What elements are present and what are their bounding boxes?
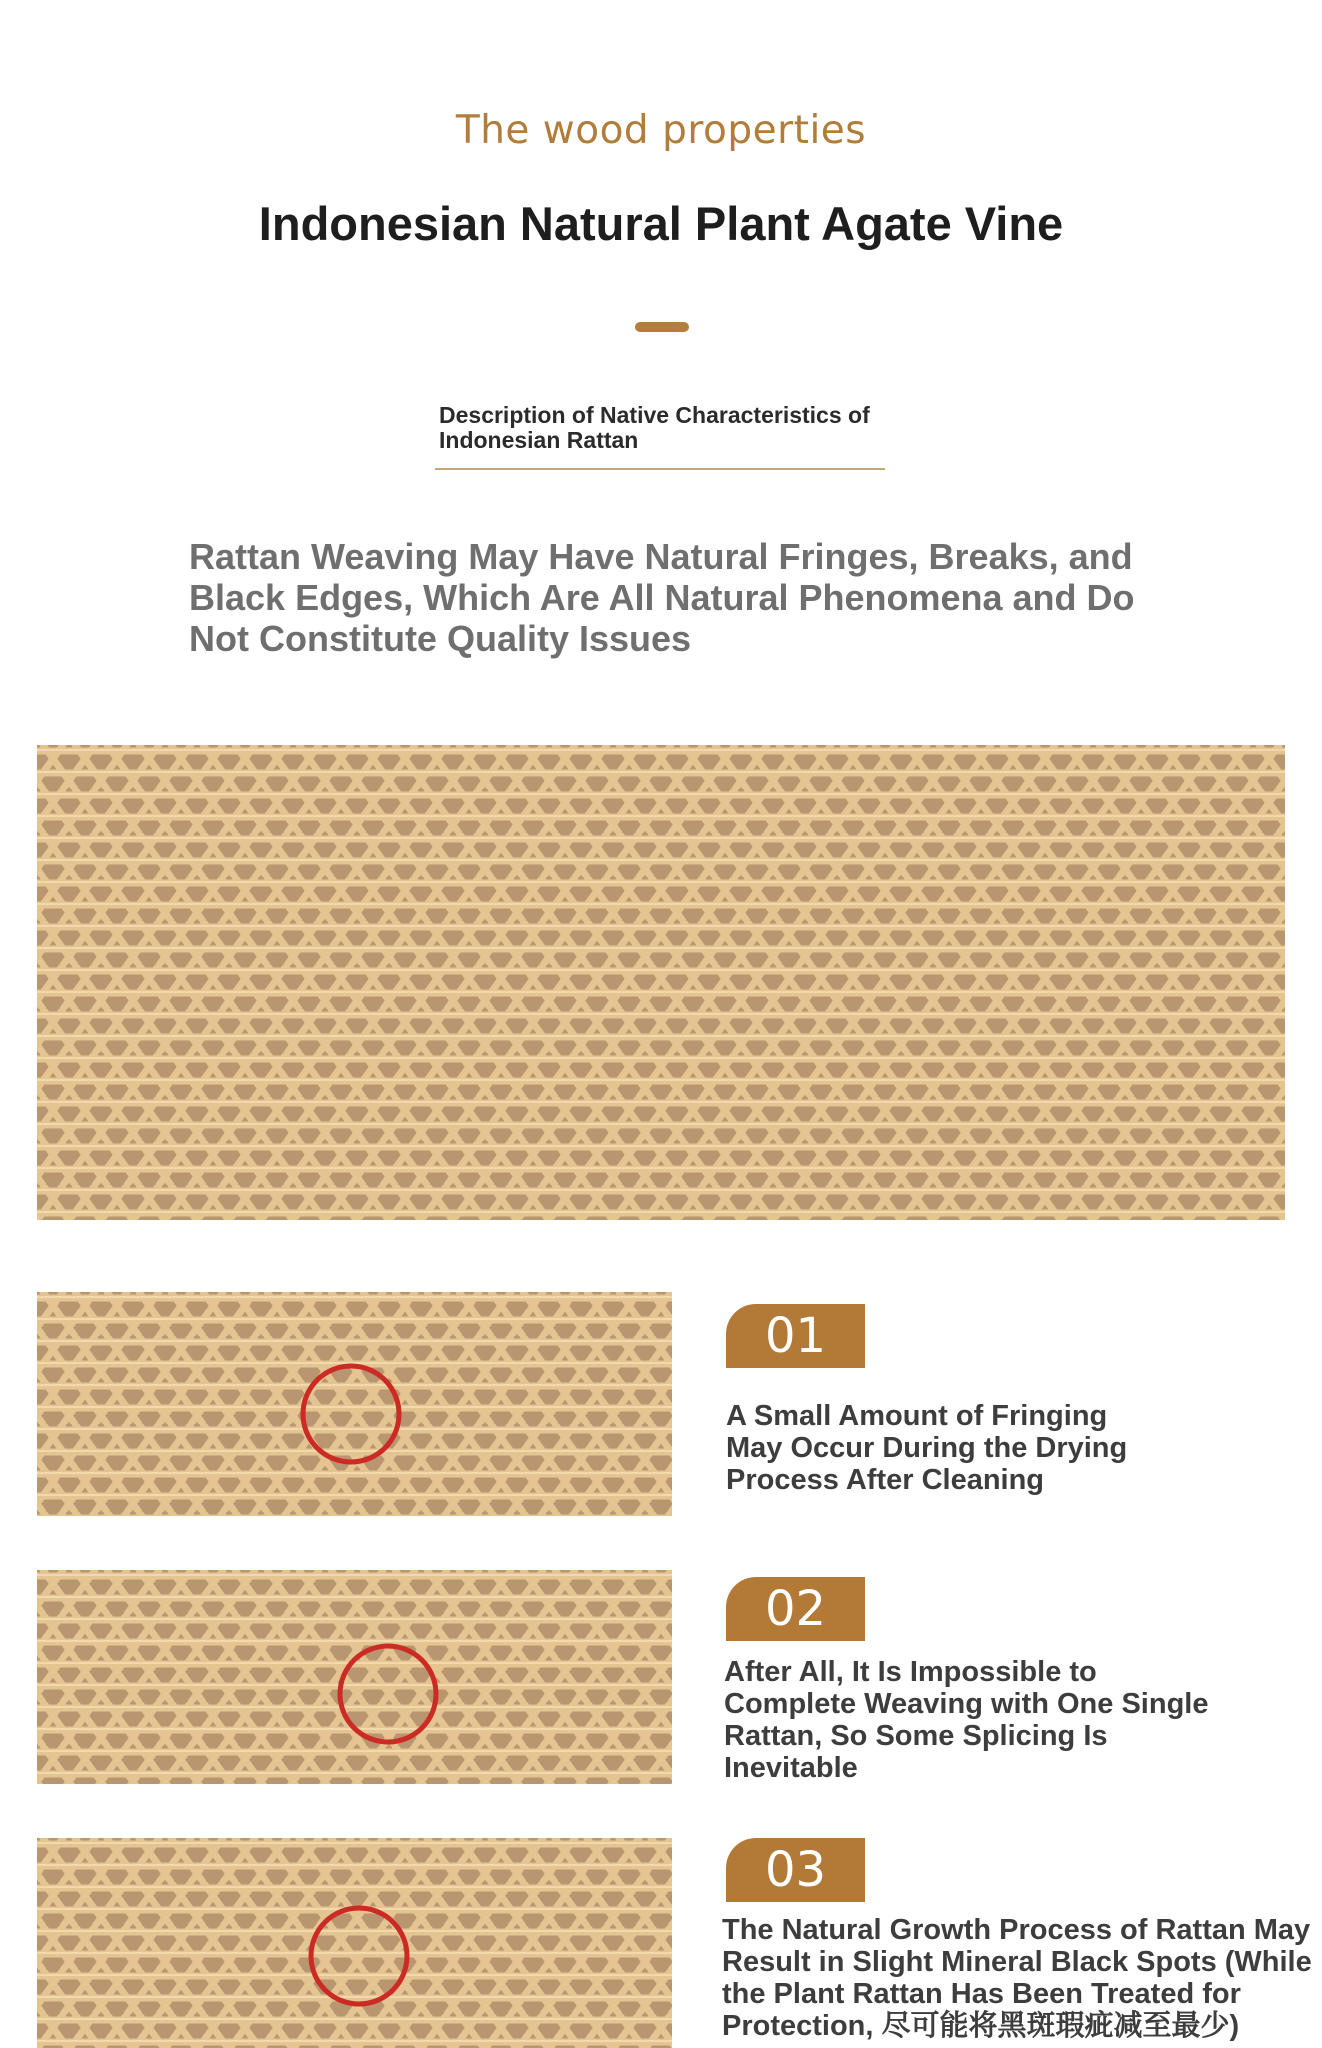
item-number: 02 xyxy=(764,1581,827,1637)
item-description: After All, It Is Impossible to Complete Weaving with One Single Rattan, So Some Splicing Is Inevitable xyxy=(724,1656,1209,1784)
rattan-black-spot-photo xyxy=(37,1838,672,2048)
rattan-splice-photo xyxy=(37,1570,672,1784)
section-heading xyxy=(435,403,885,470)
item-number: 01 xyxy=(764,1308,827,1364)
title-divider xyxy=(635,322,689,332)
item-number-badge xyxy=(726,1304,865,1368)
page-title: Indonesian Natural Plant Agate Vine xyxy=(258,197,1064,250)
item-number-badge xyxy=(726,1577,865,1641)
rattan-fringe-photo xyxy=(37,1292,672,1516)
section-heading-line-1: Description of Native Characteristics of xyxy=(439,402,870,428)
rattan-weave-photo xyxy=(37,745,1285,1220)
item-description: A Small Amount of Fringing May Occur During the Drying Process After Cleaning xyxy=(726,1400,1128,1496)
intro-paragraph: Rattan Weaving May Have Natural Fringes, Breaks, and Black Edges, Which Are All Natural Phenomena and Do Not Constitute Quality Issues xyxy=(189,536,1135,659)
section-subtitle: The wood properties xyxy=(455,108,867,153)
item-number-badge xyxy=(726,1838,865,1902)
section-heading-line-2: Indonesian Rattan xyxy=(439,427,639,453)
item-number: 03 xyxy=(764,1842,827,1898)
item-description: The Natural Growth Process of Rattan May Result in Slight Mineral Black Spots (While the Plant Rattan Has Been Treated for Protection, 尽可能将黑斑瑕疵减至最少) xyxy=(722,1914,1312,2042)
